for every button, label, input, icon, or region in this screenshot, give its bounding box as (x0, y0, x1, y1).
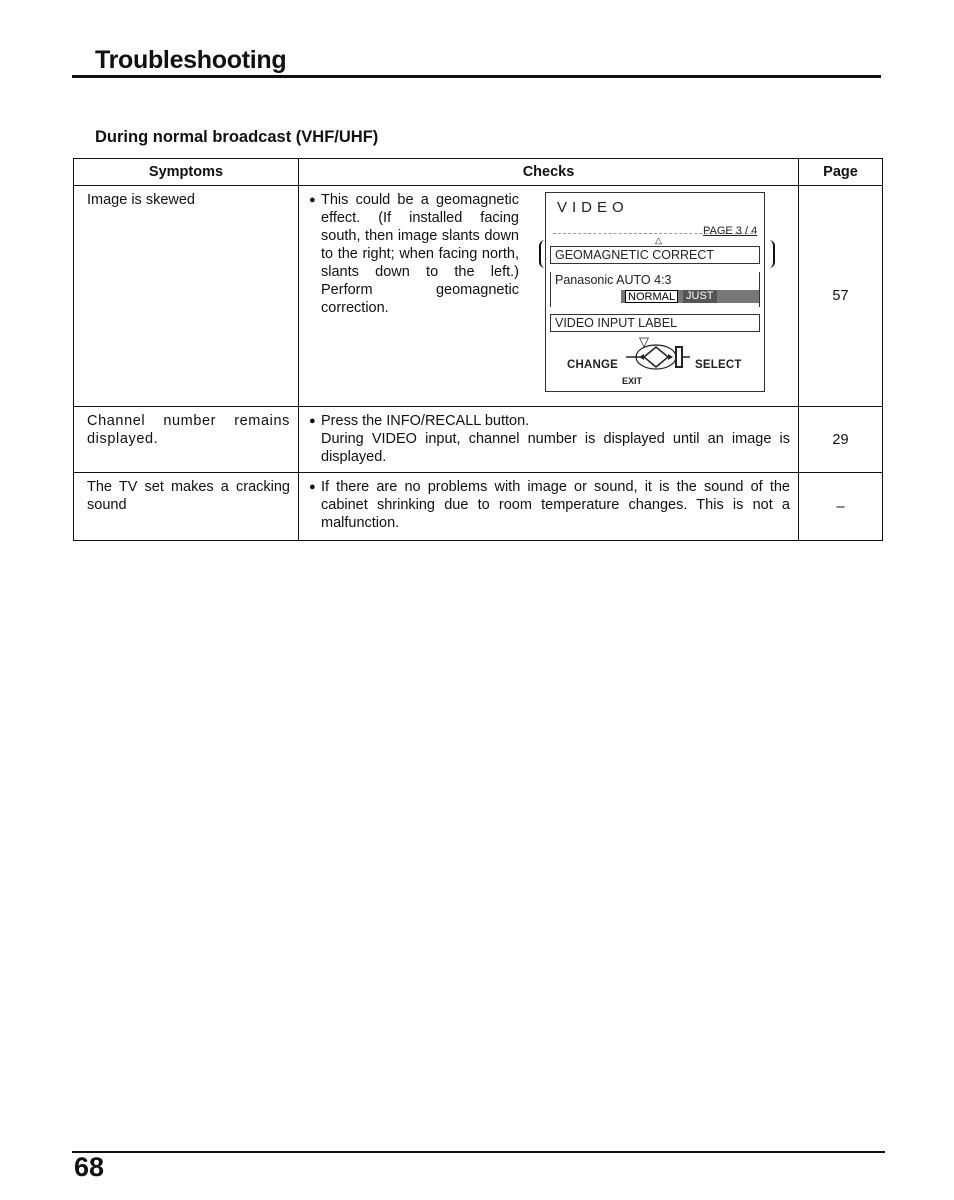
table-row (74, 407, 883, 473)
down-arrow-icon: ▽ (639, 334, 649, 349)
bullet-icon: ● (309, 194, 316, 206)
menu-title: VIDEO (557, 199, 629, 216)
check-text: Press the INFO/RECALL button. (321, 413, 530, 429)
troubleshooting-table (73, 158, 883, 541)
check-text: This could be a geomagnetic effect. (If installed facing south, then image slants down to the right; when facing north, slants down to the left.) Perform geomagnetic correction. (321, 192, 519, 316)
footer-rule (72, 1151, 885, 1153)
check-detail: During VIDEO input, channel number is displayed until an image is displayed. (321, 431, 790, 465)
header-page: Page (799, 159, 883, 186)
check-item (309, 412, 790, 430)
select-label: SELECT (695, 359, 742, 371)
symptom-cell: Channel number remains displayed. (74, 407, 299, 473)
check-item (309, 478, 790, 532)
check-cell (299, 473, 799, 541)
header-checks: Checks (299, 159, 799, 186)
table-header-row (74, 159, 883, 186)
page-cell: 57 (799, 186, 883, 407)
menu-item-video-input-label: VIDEO INPUT LABEL (550, 314, 760, 332)
option-normal: NORMAL (625, 290, 678, 303)
change-label: CHANGE (567, 359, 619, 371)
table-row (74, 186, 883, 407)
option-just: JUST (683, 290, 717, 303)
up-arrow-icon: △ (655, 235, 662, 245)
section-title: During normal broadcast (VHF/UHF) (95, 128, 379, 146)
page-cell: – (799, 473, 883, 541)
check-cell (299, 407, 799, 473)
bullet-icon: ● (309, 415, 316, 427)
title-rule (72, 75, 881, 78)
menu-page-indicator: PAGE 3 / 4 (703, 225, 758, 237)
symptom-cell: Image is skewed (74, 186, 299, 407)
page-number: 68 (74, 1152, 105, 1182)
page-title: Troubleshooting (95, 46, 287, 74)
menu-item-panasonic-auto: Panasonic AUTO 4:3 (550, 272, 760, 307)
page-cell: 29 (799, 407, 883, 473)
table-row (74, 473, 883, 541)
check-cell (299, 186, 799, 407)
bullet-icon: ● (309, 481, 316, 493)
video-menu-illustration (533, 192, 767, 392)
symptom-cell: The TV set makes a cracking sound (74, 473, 299, 541)
exit-label: EXIT (622, 376, 643, 386)
header-symptoms: Symptoms (74, 159, 299, 186)
menu-item-geomagnetic-correct: GEOMAGNETIC CORRECT (550, 246, 760, 264)
check-item (309, 191, 519, 392)
check-text: If there are no problems with image or sound, it is the sound of the cabinet shrinking due to room temperature changes. This is not a malfunction. (321, 479, 790, 531)
